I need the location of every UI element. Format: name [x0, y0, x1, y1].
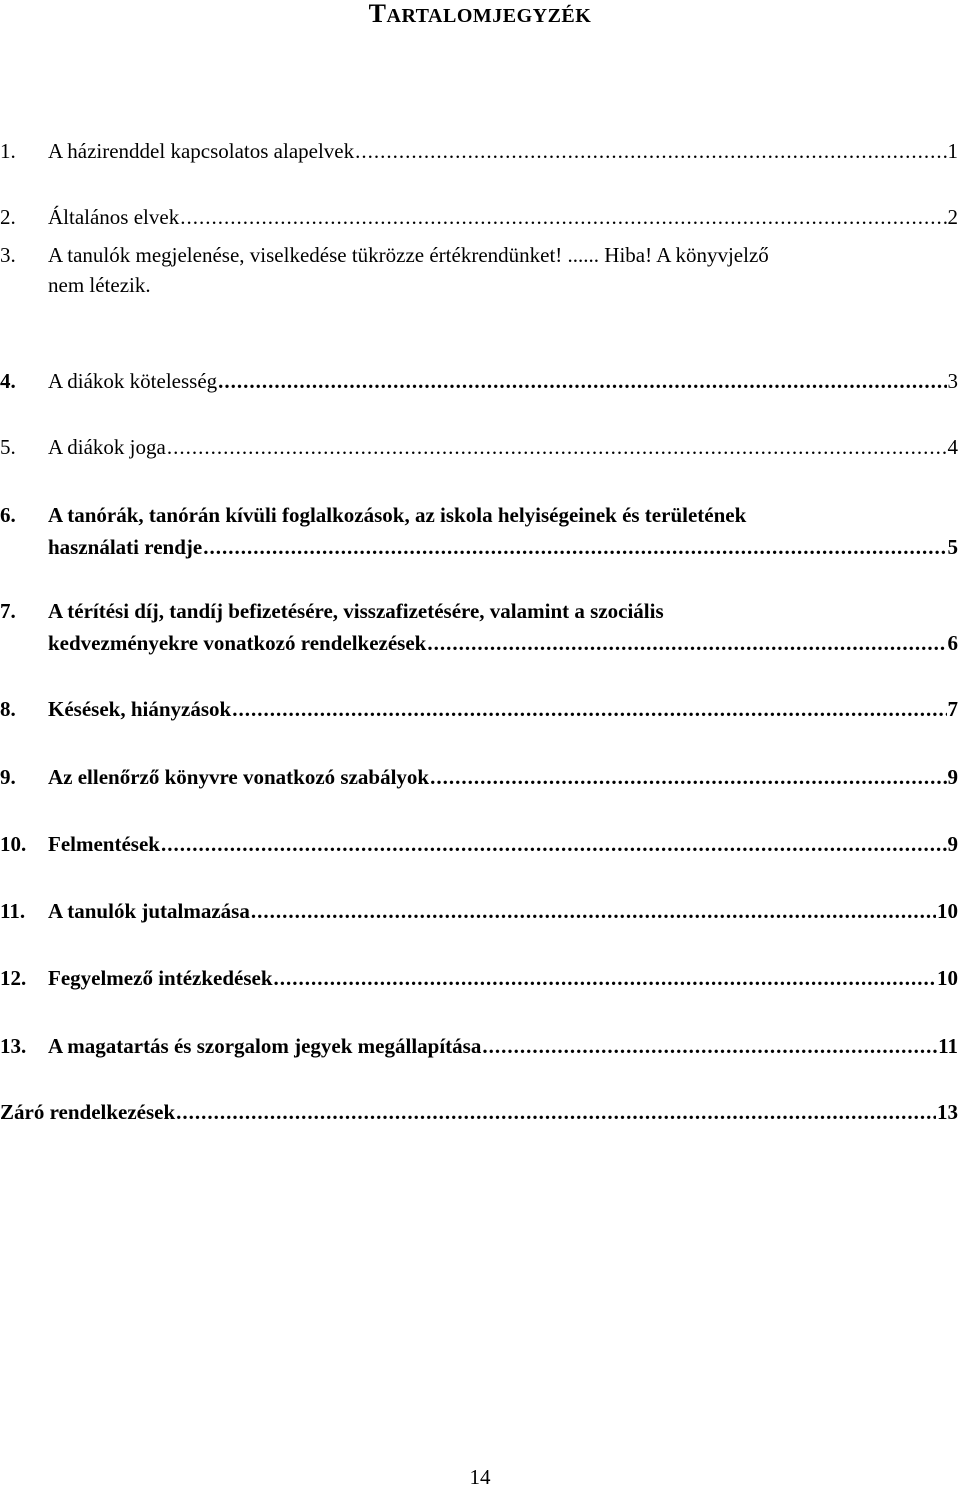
- toc-entry-number: 5.: [0, 435, 16, 459]
- toc-entry-text: A tanulók jutalmazása: [48, 899, 250, 923]
- toc-entry-text: A térítési díj, tandíj befizetésére, visszafizetésére, valamint a szociális: [48, 599, 664, 623]
- toc-entry-closing[interactable]: [0, 1097, 960, 1127]
- toc-entry-number: 9.: [0, 765, 16, 789]
- toc-entry-3[interactable]: [0, 240, 960, 300]
- toc-entry-number: 4.: [0, 369, 16, 393]
- dot-leader: [167, 432, 947, 462]
- toc-entry-page: 3: [947, 369, 958, 393]
- toc-entry-page: 7: [947, 697, 958, 721]
- toc-entry-number: 13.: [0, 1034, 27, 1058]
- dot-leader: [482, 1031, 937, 1061]
- toc-entry-6[interactable]: [0, 500, 960, 562]
- dot-leader: [180, 202, 946, 232]
- dot-leader: [251, 896, 936, 926]
- toc-entry-text: Záró rendelkezések: [0, 1100, 176, 1124]
- toc-entry-2[interactable]: [0, 202, 960, 232]
- toc-entry-4[interactable]: [0, 366, 960, 396]
- toc-entry-page: 10: [937, 899, 958, 923]
- toc-entry-page: 5: [947, 535, 958, 559]
- toc-title-initial: T: [368, 0, 387, 28]
- toc-entry-text-cont: kedvezményekre vonatkozó rendelkezések: [48, 631, 427, 655]
- toc-entry-page: 2: [947, 205, 958, 229]
- dot-leader: [176, 1097, 936, 1127]
- toc-entry-11[interactable]: [0, 896, 960, 926]
- dot-leader: [430, 762, 946, 792]
- toc-entry-text: A diákok kötelesség: [48, 369, 218, 393]
- dot-leader: [427, 628, 946, 658]
- toc-entry-8[interactable]: [0, 694, 960, 724]
- toc-entry-page: 11: [938, 1034, 958, 1058]
- page-number: 14: [469, 1465, 491, 1489]
- toc-entry-page: 1: [947, 139, 958, 163]
- toc-entry-7[interactable]: [0, 596, 960, 658]
- toc-entry-page: 6: [947, 631, 958, 655]
- toc-entry-number: 10.: [0, 832, 27, 856]
- toc-entry-text: Fegyelmező intézkedések: [48, 966, 273, 990]
- dot-leader: [218, 366, 946, 396]
- dot-leader-short: ......: [567, 243, 600, 267]
- toc-entry-page: 10: [937, 966, 958, 990]
- toc-entry-page: 4: [947, 435, 958, 459]
- toc-entry-number: 1.: [0, 139, 16, 163]
- toc-entry-number: 7.: [0, 599, 16, 623]
- bookmark-error-text-cont: nem létezik.: [48, 273, 151, 297]
- toc-entry-number: 8.: [0, 697, 16, 721]
- toc-entry-text: Felmentések: [48, 832, 160, 856]
- toc-entry-text: A diákok joga: [48, 435, 166, 459]
- dot-leader: [232, 694, 946, 724]
- toc-entry-5[interactable]: [0, 432, 960, 462]
- toc-entry-text: A tanórák, tanórán kívüli foglalkozások, az iskola helyiségeinek és területének: [48, 503, 747, 527]
- toc-entry-9[interactable]: [0, 762, 960, 792]
- toc-entry-number: 3.: [0, 243, 16, 267]
- toc-title: [0, 0, 960, 30]
- toc-entry-number: 12.: [0, 966, 27, 990]
- toc-entry-number: 2.: [0, 205, 16, 229]
- toc-entry-number: 6.: [0, 503, 16, 527]
- dot-leader: [161, 829, 947, 859]
- toc-entry-text: Az ellenőrző könyvre vonatkozó szabályok: [48, 765, 430, 789]
- toc-entry-text: Késések, hiányzások: [48, 697, 232, 721]
- toc-entry-text: A tanulók megjelenése, viselkedése tükrözze értékrendünket!: [48, 243, 563, 267]
- toc-entry-10[interactable]: [0, 829, 960, 859]
- toc-entry-page: 9: [947, 832, 958, 856]
- dot-leader: [355, 136, 946, 166]
- toc-entry-number: 11.: [0, 899, 26, 923]
- toc-title-rest: ARTALOMJEGYZÉK: [386, 5, 592, 27]
- bookmark-error-text: Hiba! A könyvjelző: [604, 243, 769, 267]
- toc-entry-page: 13: [937, 1100, 958, 1124]
- toc-entry-text: Általános elvek: [48, 205, 180, 229]
- dot-leader: [274, 963, 936, 993]
- dot-leader: [203, 532, 946, 562]
- toc-entry-1[interactable]: [0, 136, 960, 166]
- toc-entry-text-cont: használati rendje: [48, 535, 203, 559]
- toc-entry-text: A magatartás és szorgalom jegyek megállapítása: [48, 1034, 482, 1058]
- toc-entry-page: 9: [947, 765, 958, 789]
- toc-entry-13[interactable]: [0, 1031, 960, 1061]
- toc-entry-12[interactable]: [0, 963, 960, 993]
- toc-entry-text: A házirenddel kapcsolatos alapelvek: [48, 139, 355, 163]
